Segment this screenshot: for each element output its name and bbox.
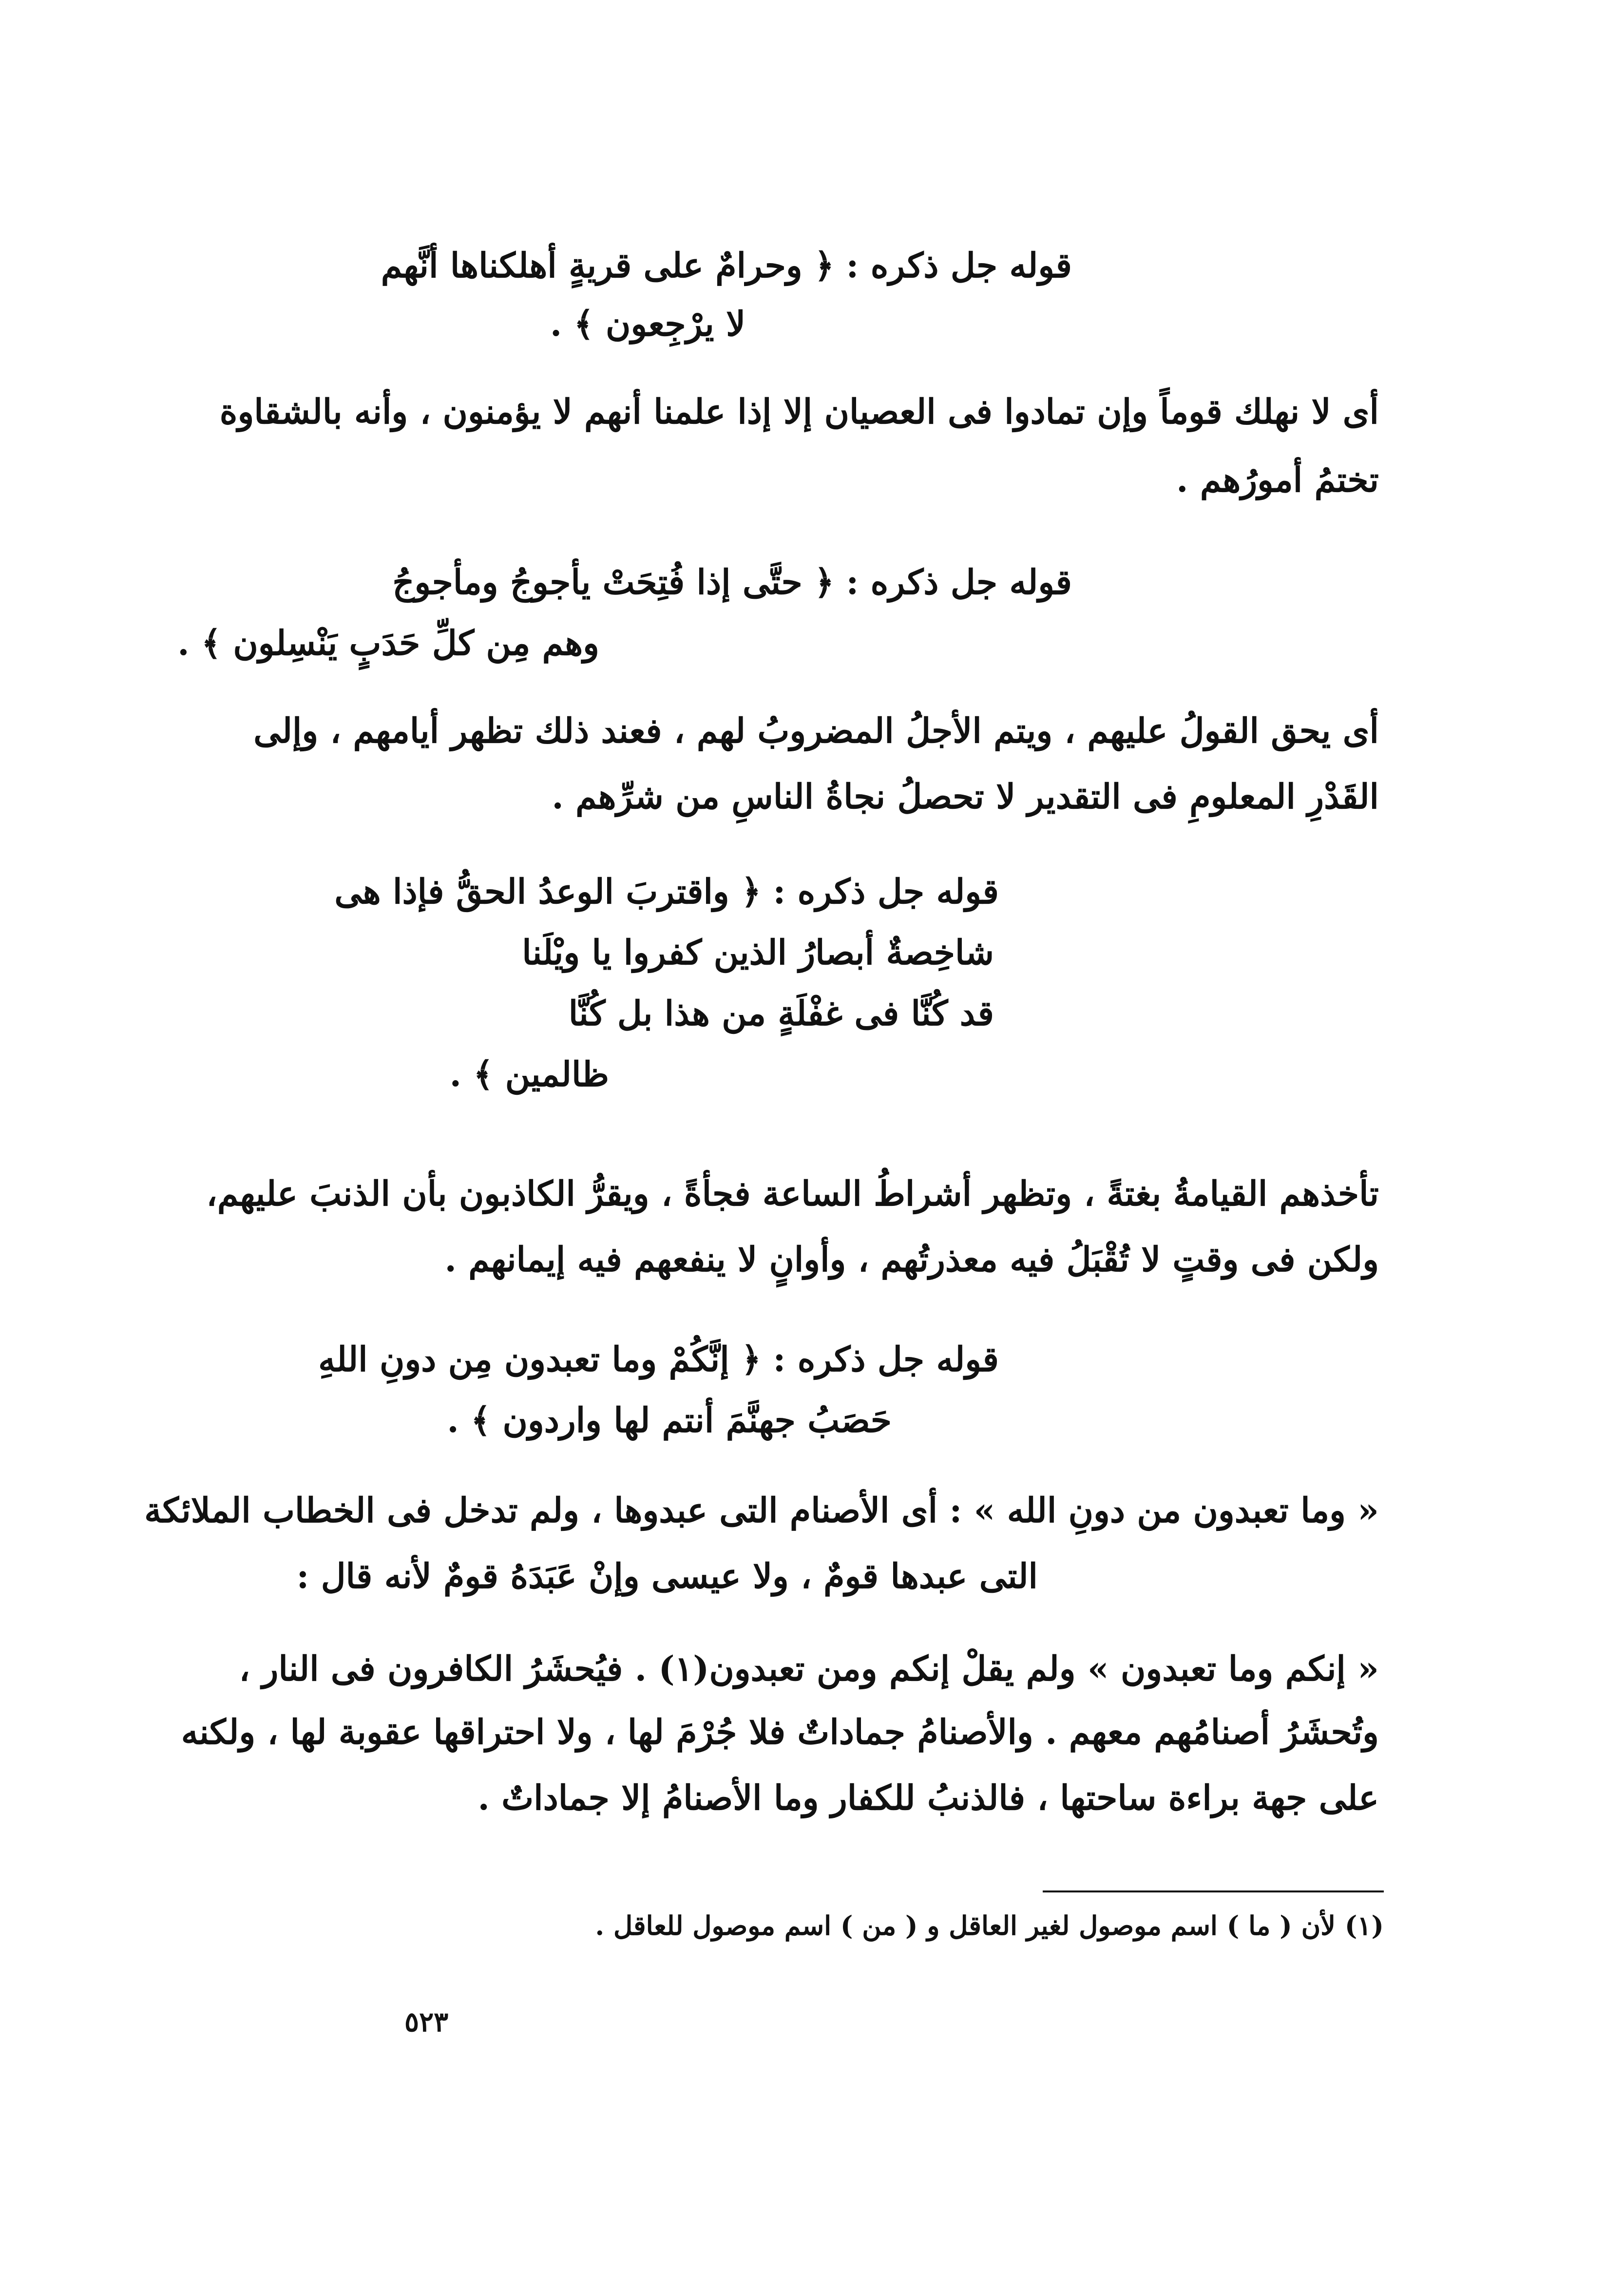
text-line: ولكن فى وقتٍ لا تُقْبَلُ فيه معذرتُهم ، وأوانٍ لا ينفعهم فيه إيمانهم . bbox=[444, 1239, 1379, 1279]
text-line: القَدْرِ المعلومِ فى التقدير لا تحصلُ نجاةُ الناسِ من شرِّهم . bbox=[552, 776, 1379, 817]
text-line: قوله جل ذكره : ﴿ حتَّى إذا فُتِحَتْ يأجوجُ ومأجوجُ bbox=[392, 562, 1072, 602]
text-line: « إنكم وما تعبدون » ولم يقلْ إنكم ومن تعبدون(١) . فيُحشَرُ الكافرون فى النار ، bbox=[239, 1648, 1379, 1689]
text-line: تختمُ أمورُهم . bbox=[1176, 459, 1379, 500]
footnote-separator bbox=[1043, 1890, 1384, 1892]
text-line: على جهة براءة ساحتها ، فالذنبُ للكفار وما الأصنامُ إلا جماداتٌ . bbox=[478, 1777, 1379, 1818]
text-line: قوله جل ذكره : ﴿ وحرامٌ على قريةٍ أهلكناها أنَّهم bbox=[381, 245, 1072, 286]
page-number: ٥٢٣ bbox=[404, 2006, 449, 2038]
text-line: أى لا نهلك قوماً وإن تمادوا فى العصيان إلا إذا علمنا أنهم لا يؤمنون ، وأنه بالشقاوة bbox=[219, 391, 1379, 432]
text-line: حَصَبُ جهنَّمَ أنتم لها واردون ﴾ . bbox=[447, 1400, 892, 1440]
text-line: « وما تعبدون من دونِ الله » : أى الأصنام التى عبدوها ، ولم تدخل فى الخطاب الملائكة bbox=[144, 1490, 1379, 1530]
footnote: (١) لأن ( ما ) اسم موصول لغير العاقل و ( من ) اسم موصول للعاقل . bbox=[595, 1910, 1384, 1941]
text-line: التى عبدها قومٌ ، ولا عيسى وإنْ عَبَدَهُ قومٌ لأنه قال : bbox=[296, 1556, 1038, 1596]
text-line: قوله جل ذكره : ﴿ إنَّكُمْ وما تعبدون مِن دونِ اللهِ bbox=[318, 1339, 999, 1379]
text-line: شاخِصةٌ أبصارُ الذين كفروا يا ويْلَنا bbox=[522, 932, 994, 973]
text-line: لا يرْجِعون ﴾ . bbox=[550, 304, 745, 344]
text-line: أى يحق القولُ عليهم ، ويتم الأجلُ المضروبُ لهم ، فعند ذلك تظهر أيامهم ، وإلى bbox=[253, 710, 1379, 751]
text-line: قوله جل ذكره : ﴿ واقتربَ الوعدُ الحقُّ فإذا هى bbox=[334, 871, 999, 912]
text-line: وتُحشَرُ أصنامُهم معهم . والأصنامُ جماداتٌ فلا جُرْمَ لها ، ولا احتراقها عقوبة لها ، ولكنه bbox=[181, 1712, 1379, 1752]
text-line: وهم مِن كلِّ حَدَبٍ يَنْسِلون ﴾ . bbox=[177, 623, 599, 663]
text-line: قد كُنَّا فى غفْلَةٍ من هذا بل كُنَّا bbox=[568, 993, 994, 1033]
text-line: ظالمين ﴾ . bbox=[449, 1054, 609, 1094]
text-line: تأخذهم القيامةُ بغتةً ، وتظهر أشراطُ الساعة فجأةً ، ويقرُّ الكاذبون بأن الذنبَ عليهم، bbox=[206, 1173, 1379, 1214]
